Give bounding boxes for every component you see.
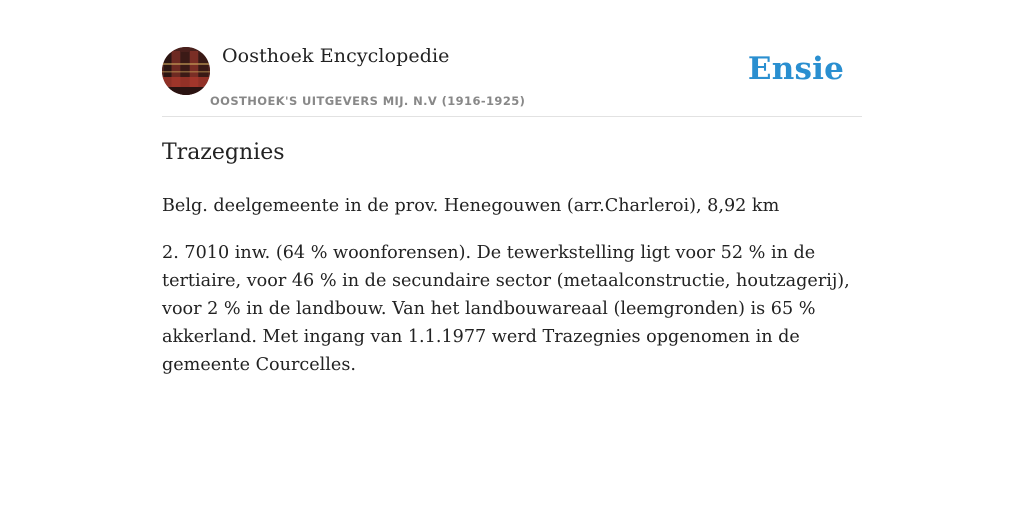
brand-logo-link[interactable]: Ensie bbox=[747, 51, 844, 87]
article-paragraph: 2. 7010 inw. (64 % woonforensen). De tewerkstelling ligt voor 52 % in de tertiaire, voor 46 % in de secundaire sector (metaalconstructie, houtzagerij), voor 2 % in de landbouw. Van het landbouwareaal (leemgronden) is 65 % akkerland. Met ingang van 1.1.1977 werd Trazegnies opgenomen in de gemeente Courcelles. bbox=[162, 243, 850, 375]
article-title: Trazegnies bbox=[162, 140, 285, 165]
site-header bbox=[162, 0, 862, 117]
article-paragraph: Belg. deelgemeente in de prov. Henegouwen (arr.Charleroi), 8,92 km bbox=[162, 196, 780, 216]
article-body bbox=[162, 192, 862, 398]
encyclopedia-books-icon[interactable] bbox=[162, 47, 210, 95]
page-container bbox=[162, 0, 862, 375]
site-title[interactable]: Oosthoek Encyclopedie bbox=[222, 45, 450, 67]
publisher-label: OOSTHOEK'S UITGEVERS MIJ. N.V (1916-1925) bbox=[210, 94, 526, 108]
